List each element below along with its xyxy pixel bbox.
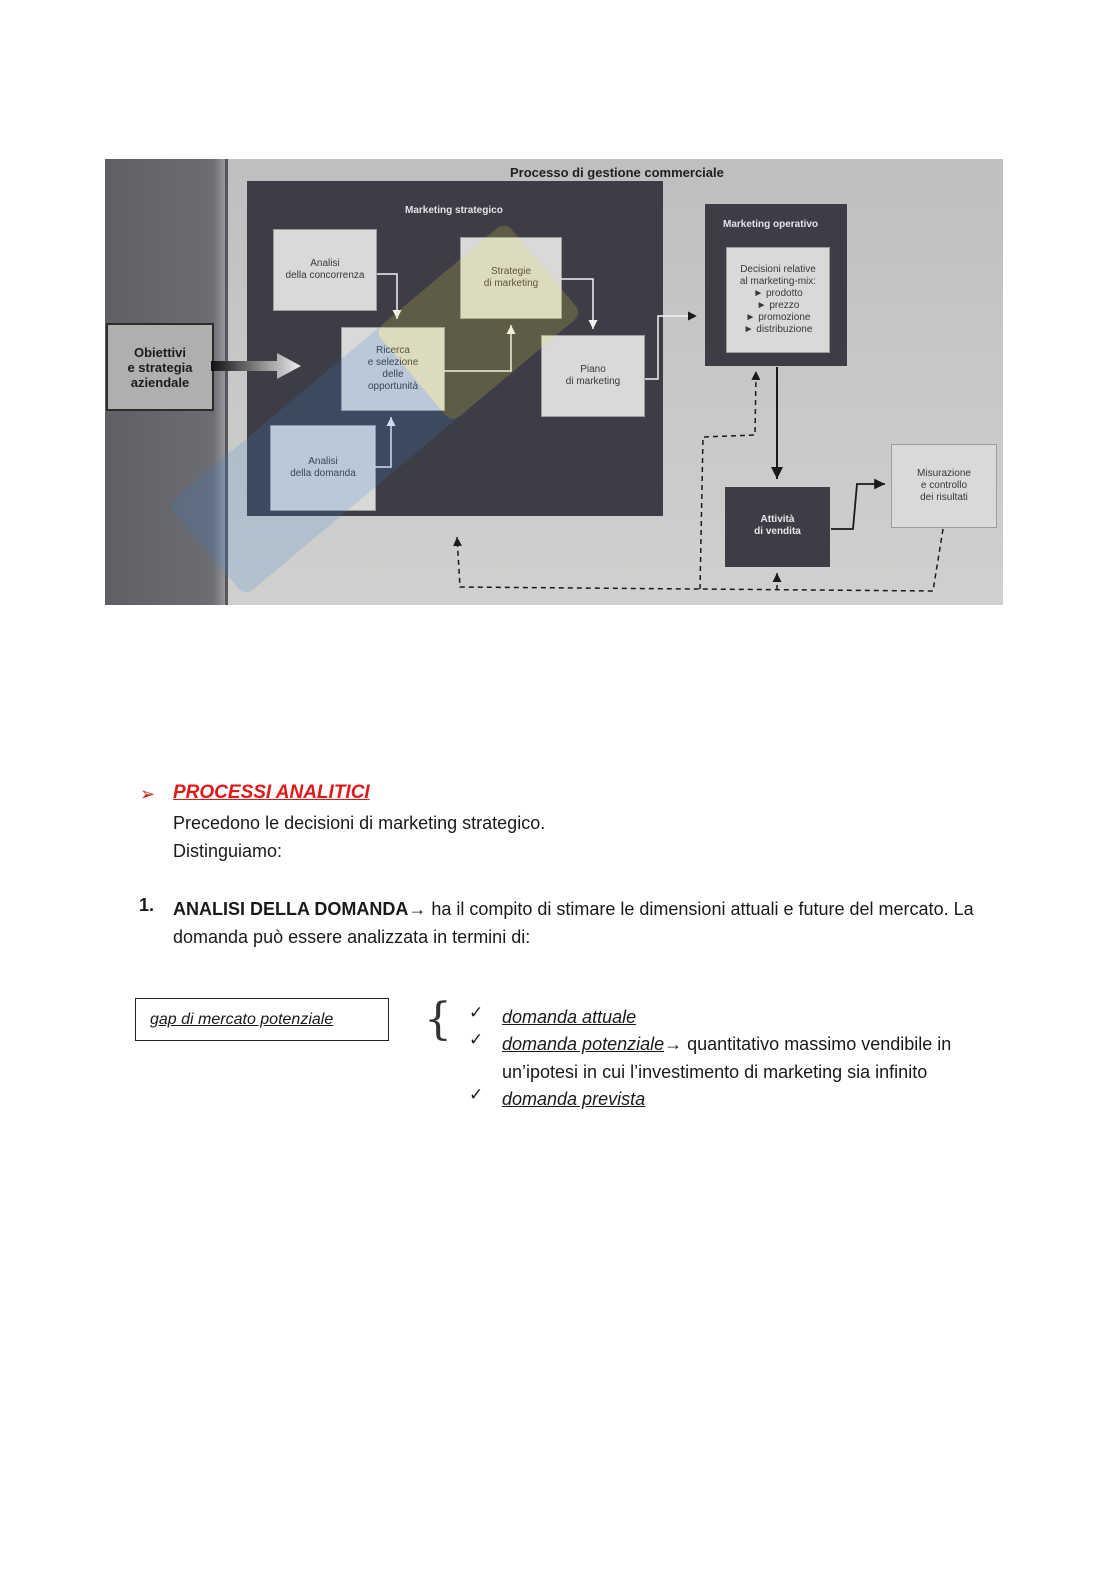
piano-marketing-box: Piano di marketing <box>541 335 645 417</box>
arrow-vendita-misurazione <box>831 484 885 529</box>
arrow-ricerca-strategie <box>444 325 511 371</box>
misurazione-controllo-box: Misurazione e controllo dei risultati <box>891 444 997 528</box>
intro-line-1: Precedono le decisioni di marketing strategico. <box>173 813 546 833</box>
check-item-potenziale: domanda potenziale→ quantitativo massimo vendibile in un’ipotesi in cui l’investimento di marketing sia infinito <box>502 1034 952 1082</box>
brace-icon: { <box>424 994 452 1045</box>
check-icon: ✓ <box>469 1085 484 1104</box>
arrow-piano-operativo <box>645 316 697 379</box>
diagram-connectors <box>105 159 1003 605</box>
check-item-attuale: domanda attuale <box>502 1007 637 1027</box>
ricerca-selezione-box: Ricerca e selezione delle opportunità <box>341 327 445 411</box>
analisi-concorrenza-box: Analisi della concorrenza <box>273 229 377 311</box>
diagram-photo <box>105 159 1003 605</box>
analisi-domanda-title: ANALISI DELLA DOMANDA <box>173 899 409 919</box>
decisioni-marketing-mix-box: Decisioni relative al marketing-mix: ► prodotto ► prezzo ► promozione ► distribuzione <box>726 247 830 353</box>
arrow-concorrenza-ricerca <box>377 274 397 319</box>
section-heading: PROCESSI ANALITICI <box>173 782 370 803</box>
strategie-marketing-box: Strategie di marketing <box>460 237 562 319</box>
attivita-vendita-label: Attività di vendita <box>754 514 801 537</box>
bullet-arrow-icon: ➢ <box>140 784 156 804</box>
arrow-domanda-ricerca <box>375 417 391 467</box>
diagram-title: Processo di gestione commerciale <box>510 165 724 180</box>
analisi-domanda-paragraph: ANALISI DELLA DOMANDA→ ha il compito di stimare le dimensioni attuali e future del mercato. La domanda può essere analizzata in termini di: <box>173 899 974 947</box>
marketing-strategico-label: Marketing strategico <box>405 205 503 216</box>
arrow-right-icon: → <box>408 899 427 919</box>
marketing-operativo-label: Marketing operativo <box>723 219 819 230</box>
gap-mercato-box: gap di mercato potenziale <box>135 998 389 1041</box>
arrow-strategie-piano <box>561 279 593 329</box>
check-item-prevista: domanda prevista <box>502 1089 646 1109</box>
check-icon: ✓ <box>469 1030 484 1049</box>
intro-line-2: Distinguiamo: <box>173 841 283 861</box>
check-icon: ✓ <box>469 1003 484 1022</box>
arrow-obiettivi <box>211 353 301 379</box>
analisi-domanda-box: Analisi della domanda <box>270 425 376 511</box>
obiettivi-strategia-box: Obiettivi e strategia aziendale <box>106 323 214 411</box>
feedback-to-operativo <box>700 371 756 589</box>
item-number: 1. <box>139 895 155 915</box>
